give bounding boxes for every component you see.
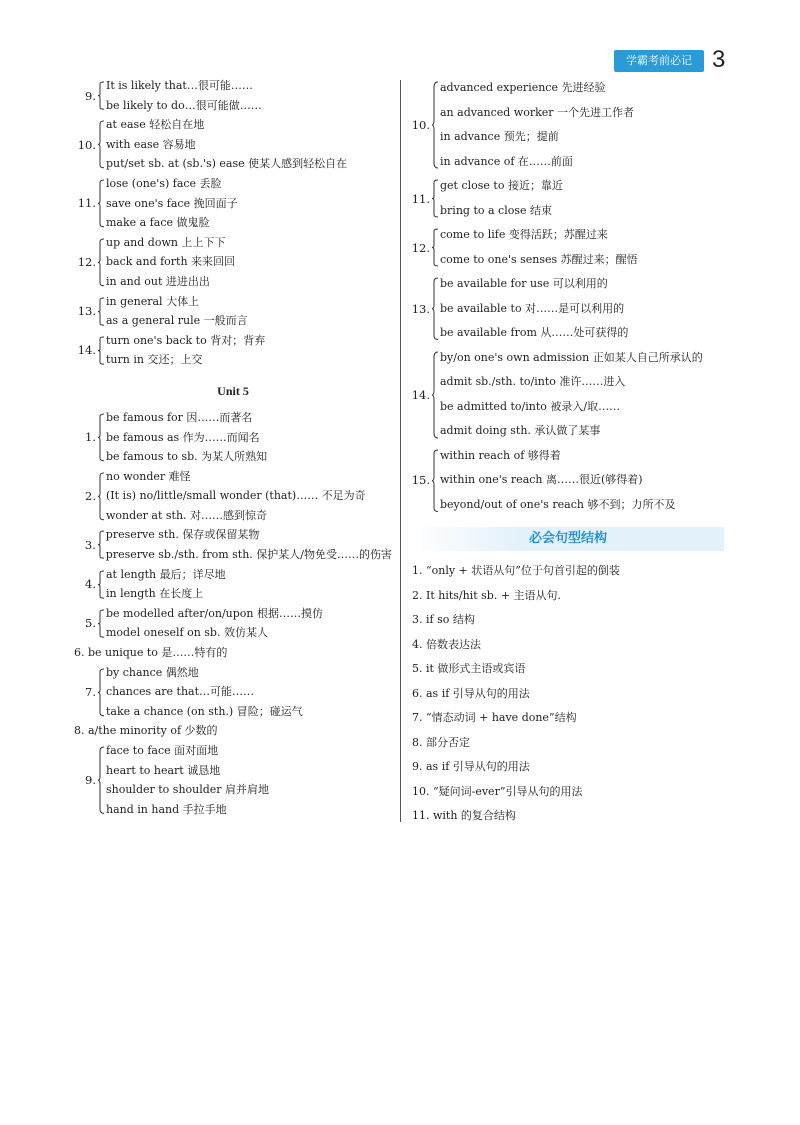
sentence-item: 4. 倍数表达法 xyxy=(412,637,481,651)
phrase-group xyxy=(74,663,392,722)
group-number: 14. xyxy=(77,343,96,358)
group-number: 11. xyxy=(77,196,96,211)
phrase-item: put/set sb. at (sb.'s) ease 使某人感到轻松自在 xyxy=(106,157,348,171)
group-number: 9. xyxy=(85,773,96,788)
phrase-group xyxy=(74,565,392,604)
phrase-group xyxy=(74,292,392,331)
phrase-item: admit doing sth. 承认做了某事 xyxy=(440,424,601,437)
column-divider xyxy=(400,80,401,822)
group-number: 3. xyxy=(84,538,96,553)
brace-icon xyxy=(98,747,104,813)
brace-icon xyxy=(432,229,438,266)
phrase-item: save one's face 挽回面子 xyxy=(106,196,238,210)
phrase-group xyxy=(408,272,738,346)
brace-icon xyxy=(98,669,104,716)
phrase-group xyxy=(74,233,392,292)
brace-icon xyxy=(432,180,438,217)
group-number: 1. xyxy=(85,430,96,445)
phrase-line-8: 8. a/the minority of 少数的 xyxy=(74,724,218,738)
brace-icon xyxy=(98,337,104,364)
phrase-item: in general 大体上 xyxy=(106,294,200,308)
phrase-item: admit sb./sth. to/into 准许……进入 xyxy=(440,375,626,388)
phrase-group xyxy=(74,741,392,819)
phrase-group xyxy=(74,604,392,643)
group-number: 10. xyxy=(77,137,96,152)
phrase-item: make a face 做鬼脸 xyxy=(106,216,210,230)
group-number: 7. xyxy=(85,685,96,700)
phrase-item: chances are that…可能…… xyxy=(106,685,255,699)
phrase-group-7 xyxy=(74,663,392,722)
phrase-item: hand in hand 手拉手地 xyxy=(106,802,227,816)
group-number: 13. xyxy=(77,304,96,319)
phrase-item: be modelled after/on/upon 根据……摸仿 xyxy=(106,606,324,620)
brace-icon xyxy=(432,82,438,168)
phrase-item: take a chance (on sth.) 冒险；碰运气 xyxy=(106,704,303,718)
group-number: 13. xyxy=(411,301,430,316)
phrase-list-top xyxy=(74,76,392,370)
brace-icon xyxy=(98,298,104,325)
brace-icon xyxy=(432,352,438,438)
header-tag: 学霸考前必记 xyxy=(614,50,704,72)
brace-icon xyxy=(98,610,104,637)
brace-icon xyxy=(98,121,104,168)
phrase-item: at length 最后；详尽地 xyxy=(106,567,226,581)
phrase-item: wonder at sth. 对……感到惊奇 xyxy=(106,508,268,522)
phrase-item: advanced experience 先进经验 xyxy=(440,81,606,94)
brace-icon xyxy=(98,414,104,461)
group-number: 4. xyxy=(85,577,96,592)
phrase-item: turn in 交还；上交 xyxy=(106,353,203,367)
phrase-line-6: 6. be unique to 是……特有的 xyxy=(74,646,228,660)
phrase-item: face to face 面对面地 xyxy=(106,744,219,757)
phrase-list-right xyxy=(408,76,738,517)
phrase-item: be available from 从……处可获得的 xyxy=(440,326,629,339)
brace-icon xyxy=(432,278,438,340)
phrase-item: be likely to do…很可能做…… xyxy=(106,98,262,112)
sentence-item: 1. “only + 状语从句”位于句首引起的倒装 xyxy=(412,564,620,577)
phrase-group xyxy=(74,174,392,233)
phrase-item: an advanced worker 一个先进工作者 xyxy=(440,105,635,119)
phrase-group xyxy=(408,444,738,518)
phrase-item: preserve sb./sth. from sth. 保护某人/物免受……的伤害 xyxy=(105,548,392,562)
phrase-item: in advance of 在……前面 xyxy=(440,154,573,168)
phrase-group xyxy=(408,174,738,223)
phrase-group xyxy=(408,76,738,174)
phrase-list-unit5 xyxy=(74,408,392,643)
section-title: 必会句型结构 xyxy=(412,527,724,551)
brace-icon xyxy=(98,180,104,227)
group-number: 5. xyxy=(85,616,96,631)
phrase-item: by chance 偶然地 xyxy=(106,665,199,679)
sentence-item: 11. with 的复合结构 xyxy=(412,809,516,822)
sentence-item: 5. it 做形式主语或宾语 xyxy=(412,662,526,675)
phrase-item: within one's reach 离……很近(够得着) xyxy=(440,473,643,486)
sentence-item: 9. as if 引导从句的用法 xyxy=(412,760,530,773)
phrase-item: preserve sth. 保存或保留某物 xyxy=(105,528,260,542)
phrase-item: turn one's back to 背对；背弃 xyxy=(106,333,266,347)
phrase-item: within reach of 够得着 xyxy=(440,448,561,462)
phrase-item: by/on one's own admission 正如某人自己所承认的 xyxy=(440,350,703,364)
phrase-item: model oneself on sb. 效仿某人 xyxy=(106,626,268,640)
phrase-item: with ease 容易地 xyxy=(106,137,196,151)
group-number: 14. xyxy=(411,387,430,402)
sentence-item: 2. It hits/hit sb. + 主语从句. xyxy=(412,588,562,602)
phrase-item: be famous for 因……而著名 xyxy=(106,410,253,424)
sentence-item: 7. “情态动词 + have done”结构 xyxy=(412,711,577,724)
phrase-item: come to one's senses 苏醒过来；醒悟 xyxy=(440,252,638,266)
phrase-item: get close to 接近；靠近 xyxy=(440,179,563,192)
group-number: 9. xyxy=(85,88,96,103)
sentence-item: 3. if so 结构 xyxy=(412,613,475,626)
phrase-item: be famous as 作为……而闻名 xyxy=(106,430,260,444)
group-number: 2. xyxy=(85,489,96,504)
phrase-item: be admitted to/into 被录入/取…… xyxy=(440,399,621,413)
brace-icon xyxy=(98,473,104,520)
phrase-item: come to life 变得活跃；苏醒过来 xyxy=(440,228,608,241)
phrase-group xyxy=(74,331,392,370)
brace-icon xyxy=(98,571,104,598)
phrase-item: no wonder 难怪 xyxy=(106,469,191,483)
phrase-item: at ease 轻松自在地 xyxy=(106,118,205,132)
left-column xyxy=(74,76,392,819)
group-number: 11. xyxy=(411,191,430,206)
phrase-item: in length 在长度上 xyxy=(106,587,204,601)
sentence-item: 10. “疑问词-ever”引导从句的用法 xyxy=(412,784,583,798)
unit-title: Unit 5 xyxy=(217,383,249,398)
phrase-item: shoulder to shoulder 肩并肩地 xyxy=(106,783,270,797)
phrase-item: beyond/out of one's reach 够不到；力所不及 xyxy=(440,497,676,511)
sentence-item: 8. 部分否定 xyxy=(412,735,470,749)
phrase-item: bring to a close 结束 xyxy=(440,203,552,217)
sentence-structure-list xyxy=(408,559,738,829)
phrase-group xyxy=(408,223,738,272)
phrase-item: in and out 进进出出 xyxy=(106,274,210,288)
group-number: 12. xyxy=(411,240,430,255)
brace-icon xyxy=(98,82,104,109)
phrase-item: (It is) no/little/small wonder (that)…… 不足为奇 xyxy=(106,489,366,503)
phrase-item: in advance 预先；提前 xyxy=(440,130,559,143)
phrase-item: as a general rule 一般而言 xyxy=(106,314,248,328)
phrase-item: It is likely that…很可能…… xyxy=(106,79,253,92)
right-column xyxy=(408,76,738,829)
phrase-item: heart to heart 诚恳地 xyxy=(106,763,221,777)
phrase-item: be available for use 可以利用的 xyxy=(440,277,608,290)
phrase-item: lose (one's) face 丢脸 xyxy=(106,176,222,190)
brace-icon xyxy=(432,450,438,512)
page-number: 3 xyxy=(712,46,726,73)
phrase-group xyxy=(74,525,392,564)
group-number: 10. xyxy=(411,118,430,132)
group-number: 12. xyxy=(77,255,96,270)
sentence-item: 6. as if 引导从句的用法 xyxy=(412,686,530,700)
phrase-item: back and forth 来来回回 xyxy=(106,255,236,269)
phrase-group xyxy=(74,115,392,174)
phrase-group xyxy=(74,76,392,115)
phrase-item: be available to 对……是可以利用的 xyxy=(440,301,625,315)
brace-icon xyxy=(98,239,104,286)
phrase-group xyxy=(74,467,392,526)
brace-icon xyxy=(98,531,104,558)
phrase-group xyxy=(408,346,738,444)
phrase-group-9 xyxy=(74,741,392,819)
phrase-group xyxy=(74,408,392,467)
phrase-item: up and down 上上下下 xyxy=(106,235,226,249)
group-number: 15. xyxy=(411,473,430,488)
phrase-item: be famous to sb. 为某人所熟知 xyxy=(106,450,268,464)
